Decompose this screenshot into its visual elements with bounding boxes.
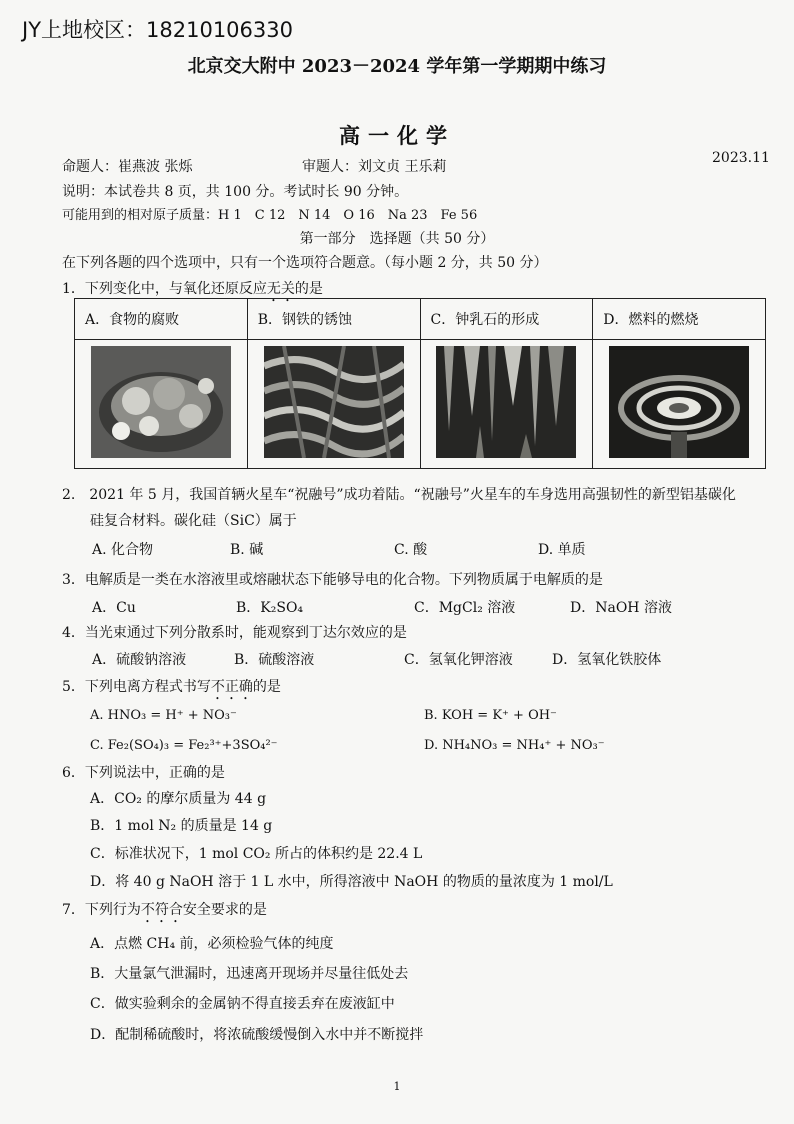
q5-option-a: A. HNO₃ = H⁺ + NO₃⁻: [90, 708, 237, 723]
q2-stem-line2: 硅复合材料。碳化硅（SiC）属于: [90, 513, 297, 529]
q7-option-d: D．配制稀硫酸时，将浓硫酸缓慢倒入水中并不断搅拌: [90, 1027, 424, 1043]
q1-image-cell-b: [247, 340, 420, 469]
q5-option-c: C. Fe₂(SO₄)₃ = Fe₂³⁺+3SO₄²⁻: [90, 738, 278, 753]
campus-header: JY上地校区：18210106330: [22, 18, 293, 42]
reviewers: 审题人：刘文贞 王乐莉: [302, 159, 447, 175]
atomic-masses: 可能用到的相对原子质量：H 1 C 12 N 14 O 16 Na 23 Fe 56: [62, 208, 478, 223]
q2-option-a: A. 化合物: [92, 542, 154, 558]
q2-option-b: B. 碱: [230, 542, 264, 558]
exam-date: 2023.11: [712, 150, 770, 166]
q5-stem-pre: 5．下列电离方程式书写: [62, 679, 211, 695]
q6-option-c: C．标准状况下，1 mol CO₂ 所占的体积约是 22.4 L: [90, 846, 423, 862]
q5-stem: [62, 676, 281, 703]
q1-stem-emphasis: 无关: [266, 281, 295, 297]
q4-option-a: A．硫酸钠溶液: [92, 652, 187, 668]
flame-photo: [609, 346, 749, 458]
q6-option-b: B．1 mol N₂ 的质量是 14 g: [90, 818, 273, 834]
q3-option-d: D．NaOH 溶液: [570, 600, 672, 616]
section-instruction: 在下列各题的四个选项中，只有一个选项符合题意。（每小题 2 分，共 50 分）: [62, 255, 548, 271]
q6-stem: 6．下列说法中，正确的是: [62, 765, 225, 781]
q2-stem-line1: 2. 2021 年 5 月，我国首辆火星车“祝融号”成功着陆。“祝融号”火星车的车身选用高强韧性的新型铝基碳化: [62, 487, 736, 503]
q4-option-b: B．硫酸溶液: [234, 652, 315, 668]
q4-option-d: D．氢氧化铁胶体: [552, 652, 662, 668]
authors: 命题人：崔燕波 张烁: [62, 159, 193, 175]
q1-option-c: C．钟乳石的形成: [420, 299, 593, 340]
q3-stem: 3．电解质是一类在水溶液里或熔融状态下能够导电的化合物。下列物质属于电解质的是: [62, 572, 603, 588]
q7-option-b: B．大量氯气泄漏时，迅速离开现场并尽量往低处去: [90, 966, 409, 982]
q7-stem-pre: 7．下列行为: [62, 902, 141, 918]
q4-stem: 4．当光束通过下列分散系时，能观察到丁达尔效应的是: [62, 625, 407, 641]
exam-title: 北京交大附中 2023－2024 学年第一学期期中练习: [187, 56, 607, 77]
q2-option-c: C. 酸: [394, 542, 428, 558]
q5-stem-post: 的是: [252, 679, 281, 695]
q7-stem: [62, 899, 267, 926]
q5-stem-emphasis: 不正确: [210, 679, 253, 695]
section-title: 第一部分 选择题（共 50 分）: [299, 231, 495, 247]
stalactite-photo: [436, 346, 576, 458]
q7-stem-post: 安全要求的是: [182, 902, 267, 918]
page-number: 1: [393, 1080, 401, 1093]
q7-option-a: A．点燃 CH₄ 前，必须检验气体的纯度: [90, 936, 334, 952]
q7-stem-emphasis: 不符合: [140, 902, 183, 918]
subject-title: 高一化学: [339, 123, 455, 148]
q3-option-c: C．MgCl₂ 溶液: [414, 600, 516, 616]
q3-option-b: B．K₂SO₄: [236, 600, 304, 616]
q2-option-d: D. 单质: [538, 542, 586, 558]
food-photo: [91, 346, 231, 458]
q1-option-b: B．钢铁的锈蚀: [247, 299, 420, 340]
q1-options-table: [74, 298, 766, 469]
q4-option-c: C．氢氧化钾溶液: [404, 652, 513, 668]
q1-option-a: A．食物的腐败: [75, 299, 248, 340]
q1-image-cell-c: [420, 340, 593, 469]
q7-option-c: C．做实验剩余的金属钠不得直接丢弃在废液缸中: [90, 996, 395, 1012]
q1-option-d: D．燃料的燃烧: [593, 299, 766, 340]
q1-stem-post: 的是: [294, 281, 323, 297]
q5-option-b: B. KOH = K⁺ + OH⁻: [424, 708, 557, 723]
q1-image-cell-a: [75, 340, 248, 469]
q3-option-a: A．Cu: [92, 600, 136, 616]
rust-photo: [264, 346, 404, 458]
q6-option-d: D．将 40 g NaOH 溶于 1 L 水中，所得溶液中 NaOH 的物质的量浓度为 1 mol/L: [90, 874, 613, 890]
q5-option-d: D. NH₄NO₃ = NH₄⁺ + NO₃⁻: [424, 738, 605, 753]
exam-note: 说明：本试卷共 8 页，共 100 分。考试时长 90 分钟。: [62, 184, 409, 200]
q1-stem-pre: 1．下列变化中，与氧化还原反应: [62, 281, 267, 297]
q1-image-cell-d: [593, 340, 766, 469]
q6-option-a: A．CO₂ 的摩尔质量为 44 g: [90, 791, 267, 807]
